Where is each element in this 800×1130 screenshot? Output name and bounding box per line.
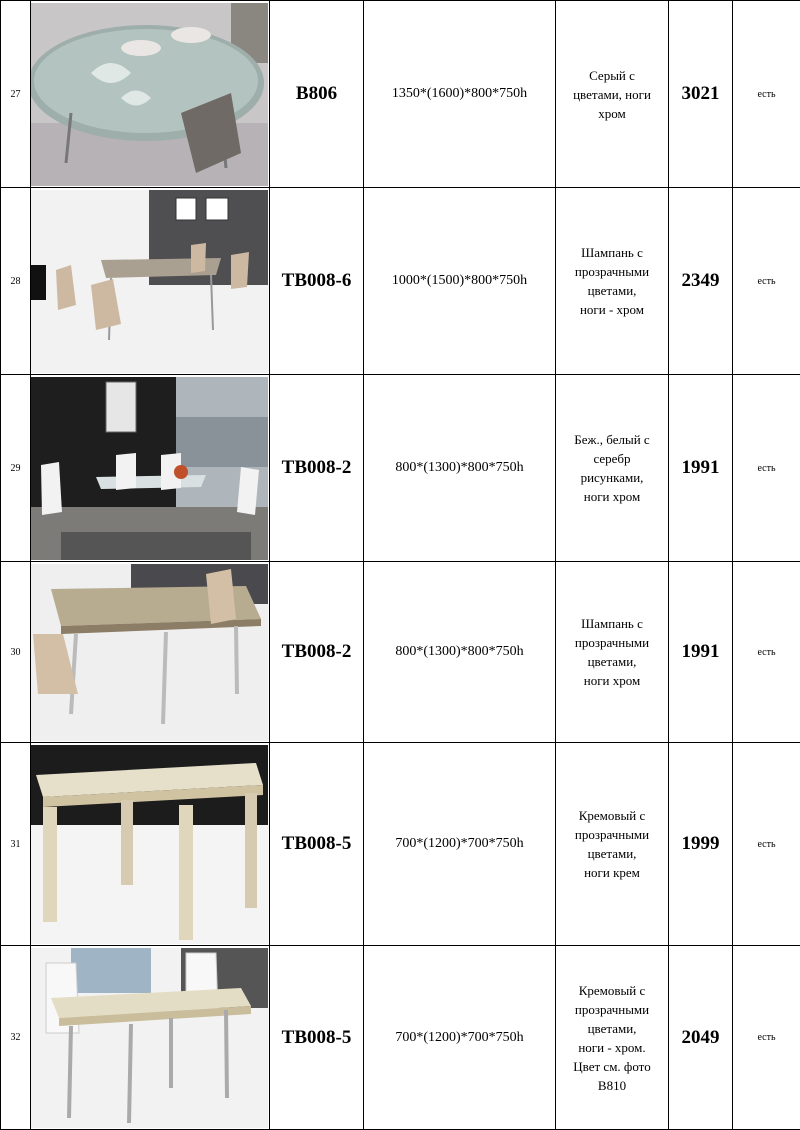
table-row [1, 743, 800, 946]
description-line: B810 [556, 1076, 668, 1095]
model-code: TB008-6 [270, 188, 364, 375]
description-line: цветами, [556, 1019, 668, 1038]
dimensions: 800*(1300)*800*750h [364, 375, 556, 562]
description [556, 743, 669, 946]
dimensions: 1000*(1500)*800*750h [364, 188, 556, 375]
description [556, 1, 669, 188]
model-code: TB008-5 [270, 743, 364, 946]
row-number: 31 [1, 743, 31, 946]
glass-oval-table-photo [31, 3, 268, 186]
availability: есть [733, 375, 800, 562]
model-code: TB008-5 [270, 946, 364, 1130]
description-line: рисунками, [556, 468, 668, 487]
description-line: прозрачными [556, 825, 668, 844]
price: 1991 [669, 375, 733, 562]
row-number: 28 [1, 188, 31, 375]
cream-table-chrome-photo [31, 948, 268, 1128]
description-line: прозрачными [556, 633, 668, 652]
product-photo-cell [31, 188, 270, 375]
price: 2349 [669, 188, 733, 375]
price: 1991 [669, 562, 733, 743]
model-code: TB008-2 [270, 562, 364, 743]
description [556, 946, 669, 1130]
availability: есть [733, 562, 800, 743]
product-photo-cell [31, 743, 270, 946]
availability: есть [733, 188, 800, 375]
description-line: Кремовый с [556, 806, 668, 825]
description-line: цветами, [556, 652, 668, 671]
description-line: прозрачными [556, 262, 668, 281]
description-line: прозрачными [556, 1000, 668, 1019]
description-line: ноги крем [556, 863, 668, 882]
availability: есть [733, 743, 800, 946]
dimensions: 800*(1300)*800*750h [364, 562, 556, 743]
row-number: 30 [1, 562, 31, 743]
product-photo-cell [31, 562, 270, 743]
table-row [1, 1, 800, 188]
dining-room-set-photo [31, 377, 268, 560]
table-row [1, 375, 800, 562]
extendable-table-set-photo [31, 190, 268, 373]
description [556, 188, 669, 375]
dimensions: 1350*(1600)*800*750h [364, 1, 556, 188]
description [556, 562, 669, 743]
description-line: ноги хром [556, 487, 668, 506]
price: 2049 [669, 946, 733, 1130]
table-row [1, 562, 800, 743]
description-line: серебр [556, 449, 668, 468]
cream-table-photo [31, 745, 268, 944]
row-number: 32 [1, 946, 31, 1130]
table-row [1, 188, 800, 375]
description-line: ноги хром [556, 671, 668, 690]
description-line: Шампань с [556, 243, 668, 262]
price: 1999 [669, 743, 733, 946]
product-photo-cell [31, 375, 270, 562]
description-line: ноги - хром. [556, 1038, 668, 1057]
availability: есть [733, 1, 800, 188]
description-line: Цвет см. фото [556, 1057, 668, 1076]
description-line: цветами, [556, 844, 668, 863]
description-line: Беж., белый с [556, 430, 668, 449]
dimensions: 700*(1200)*700*750h [364, 743, 556, 946]
description [556, 375, 669, 562]
dimensions: 700*(1200)*700*750h [364, 946, 556, 1130]
model-code: TB008-2 [270, 375, 364, 562]
row-number: 27 [1, 1, 31, 188]
table-row [1, 946, 800, 1130]
description-line: Шампань с [556, 614, 668, 633]
model-code: B806 [270, 1, 364, 188]
description-line: Кремовый с [556, 981, 668, 1000]
row-number: 29 [1, 375, 31, 562]
description-line: цветами, ноги [556, 85, 668, 104]
description-line: ноги - хром [556, 300, 668, 319]
product-photo-cell [31, 946, 270, 1130]
description-line: Серый с [556, 66, 668, 85]
champagne-table-photo [31, 564, 268, 741]
product-photo-cell [31, 1, 270, 188]
availability: есть [733, 946, 800, 1130]
description-line: хром [556, 104, 668, 123]
description-line: цветами, [556, 281, 668, 300]
price: 3021 [669, 1, 733, 188]
